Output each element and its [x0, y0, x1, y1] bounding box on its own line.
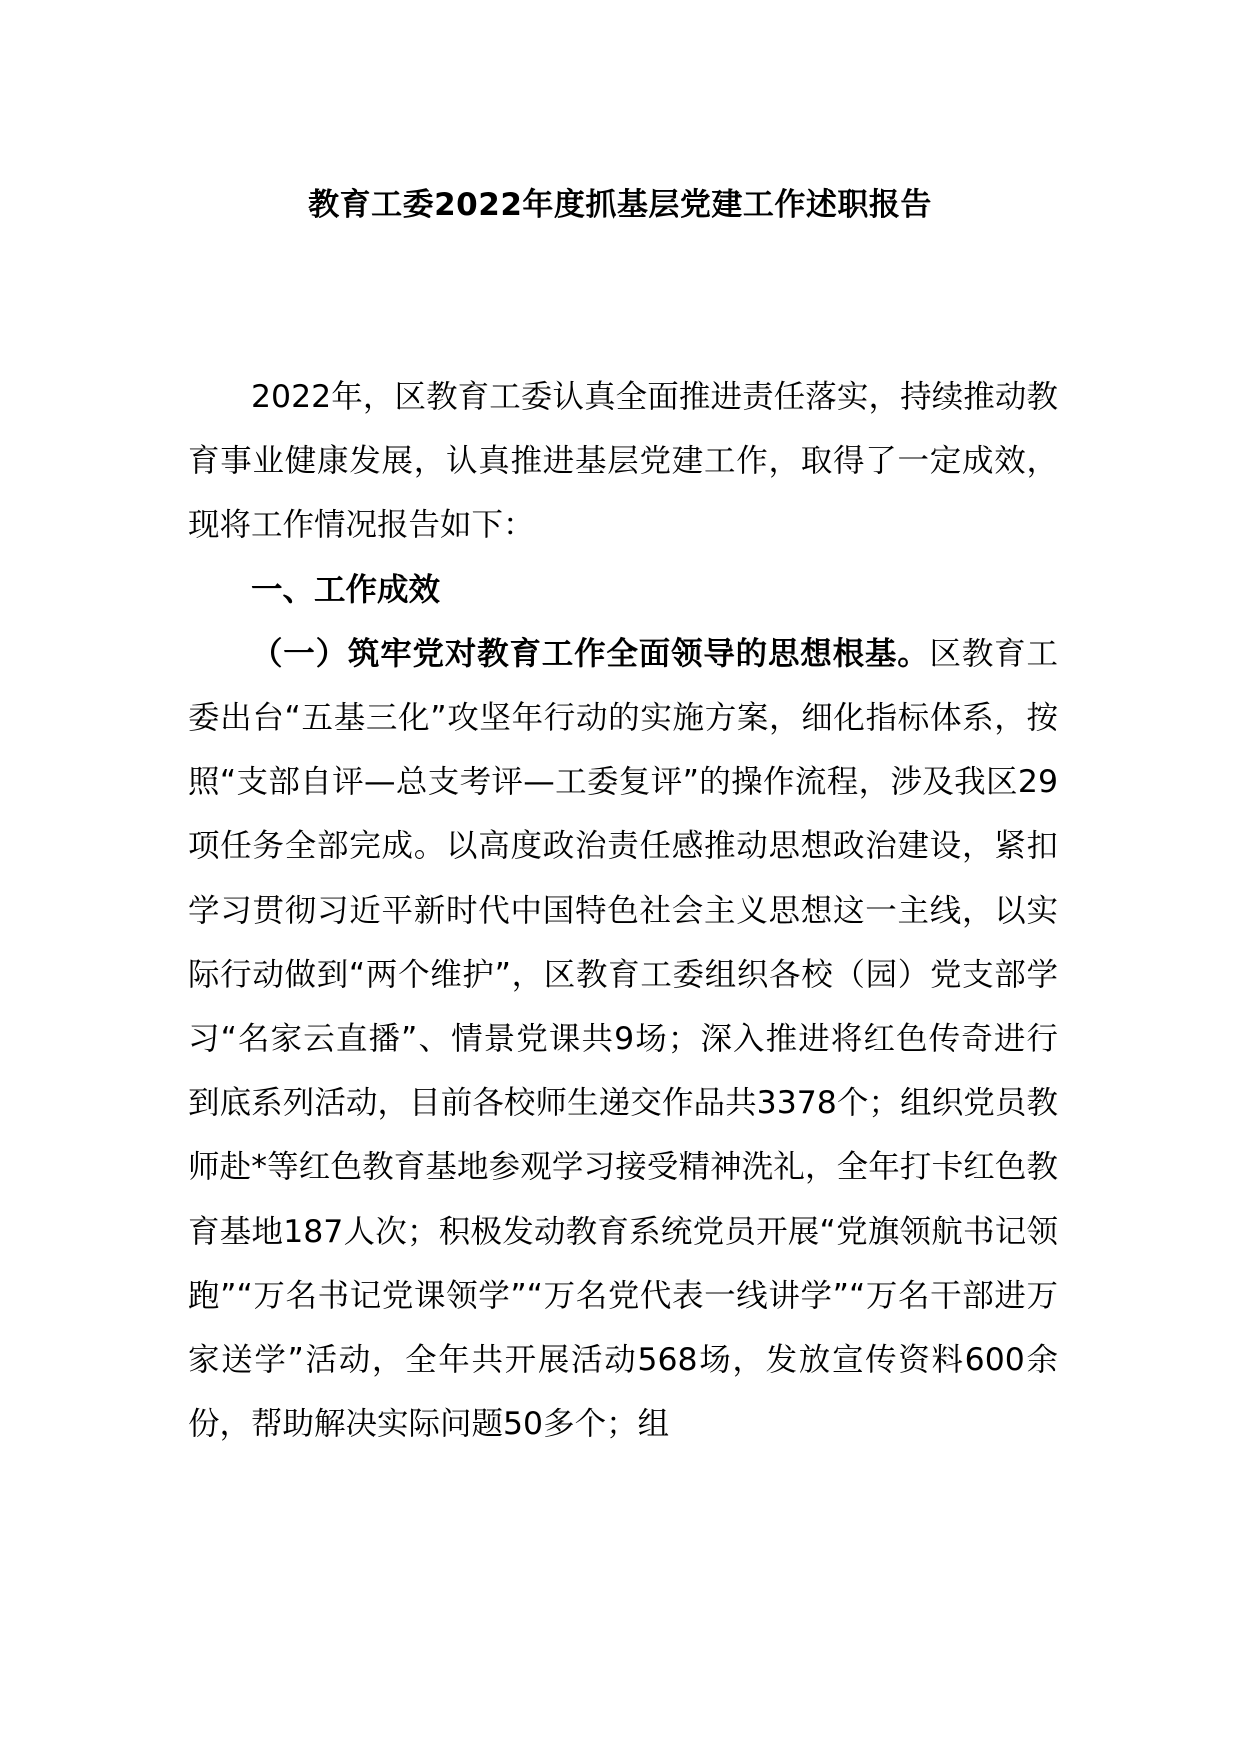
body-paragraph [188, 622, 1058, 1457]
paragraph-lead: （一）筑牢党对教育工作全面领导的思想根基。 [251, 635, 930, 672]
document-title: 教育工委2022年度抓基层党建工作述职报告 [308, 187, 932, 223]
paragraph-text: 区教育工委出台“五基三化”攻坚年行动的实施方案，细化指标体系，按照“支部自评—总支考评—工委复评”的操作流程，涉及我区29项任务全部完成。以高度政治责任感推动思想政治建设，紧扣学习贯彻习近平新时代中国特色社会主义思想这一主线，以实际行动做到“两个维护”，区教育工委组织各校（园）党支部学习“名家云直播”、情景党课共9场；深入推进将红色传奇进行到底系列活动，目前各校师生递交作品共3378个；组织党员教师赴*等红色教育基地参观学习接受精神洗礼，全年打卡红色教育基地187人次；积极发动教育系统党员开展“党旗领航书记领跑”“万名书记党课领学”“万名党代表一线讲学”“万名干部进万家送学”活动，全年共开展活动568场，发放宣传资料600余份，帮助解决实际问题50多个；组 [188, 635, 1058, 1443]
intro-paragraph: 2022年，区教育工委认真全面推进责任落实，持续推动教育事业健康发展，认真推进基层党建工作，取得了一定成效，现将工作情况报告如下： [188, 379, 1058, 544]
document-body [188, 365, 1058, 1456]
section-heading: 一、工作成效 [251, 571, 441, 608]
